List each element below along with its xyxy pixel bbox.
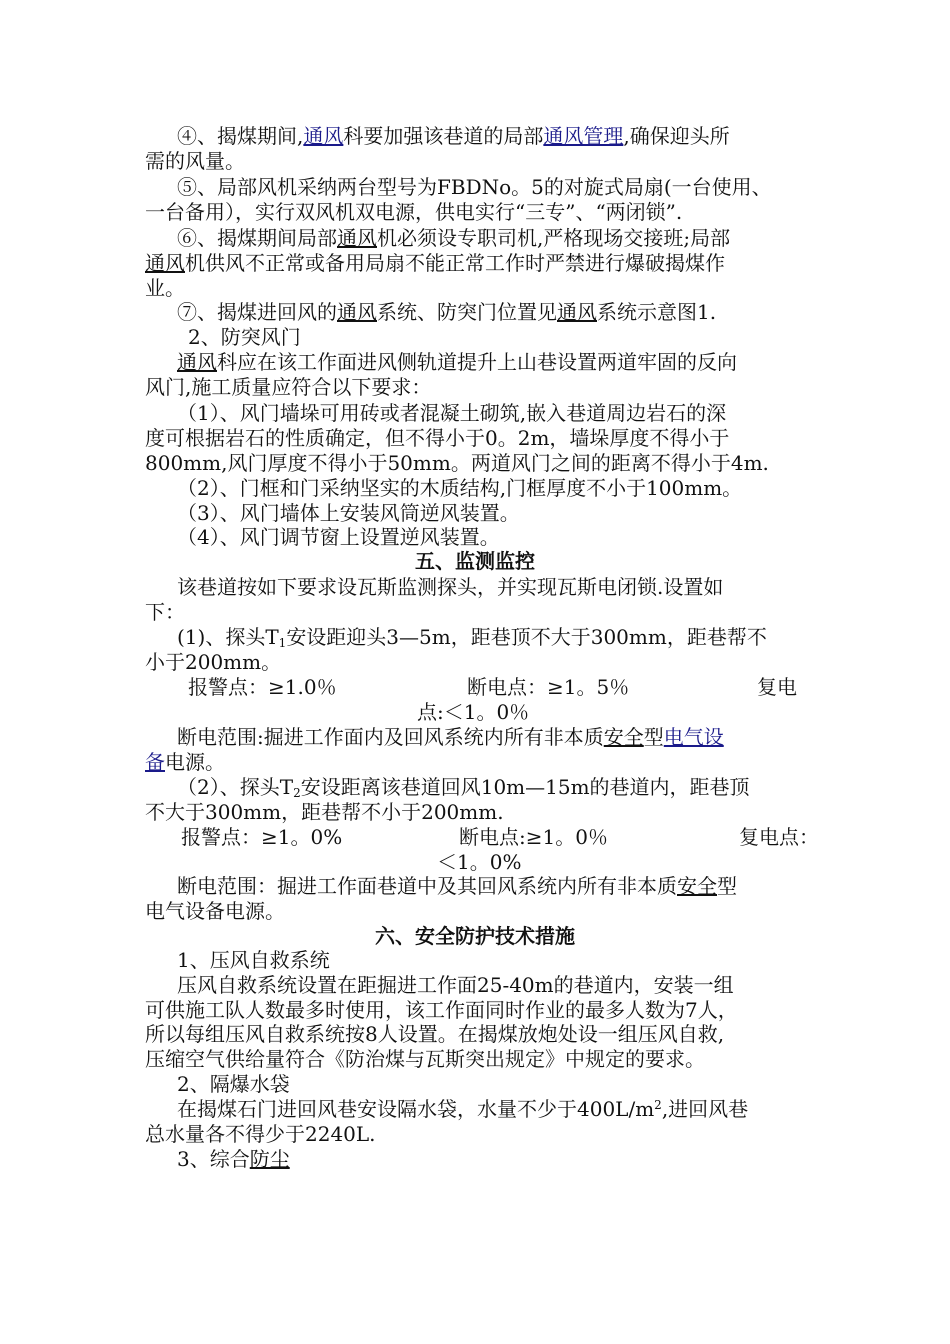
- probe-2-restore-label: 复电点：: [739, 825, 819, 849]
- safety-link[interactable]: 安全: [603, 725, 644, 749]
- paragraph-5-line-2: 一台备用），实行双风机双电源，供电实行“三专”、“两闭锁”.: [145, 200, 683, 224]
- section-2-title: 2、防突风门: [188, 325, 301, 349]
- ventilation-link[interactable]: 通风: [337, 226, 377, 250]
- subsection-3-title: 3、综合防尘: [177, 1147, 290, 1171]
- monitoring-line-2: 下：: [145, 600, 185, 624]
- ventilation-link[interactable]: 通风: [145, 251, 185, 275]
- ventilation-link[interactable]: 通风: [337, 300, 377, 324]
- probe-1-line-2: 小于200mm。: [145, 650, 282, 674]
- subsection-1-line-3: 所以每组压风自救系统按8人设置。在揭煤放炮处设一组压风自救,: [145, 1022, 725, 1046]
- monitoring-line-1: 该巷道按如下要求设瓦斯监测探头，并实现瓦斯电闭锁.设置如: [177, 575, 724, 599]
- cutoff-range-1-line-2: 备电源。: [145, 750, 225, 774]
- requirement-4: （4）、风门调节窗上设置逆风装置。: [177, 525, 500, 549]
- probe-2-alarm-point: 报警点：≥1。0%: [181, 825, 343, 849]
- subsection-1-line-1: 压风自救系统设置在距掘进工作面25-40m的巷道内，安装一组: [177, 973, 734, 997]
- paragraph-6-line-2: 通风机供风不正常或备用局扇不能正常工作时严禁进行爆破揭煤作: [145, 251, 725, 275]
- section-heading-5: 五、监测监控: [415, 549, 535, 573]
- electrical-equipment-link[interactable]: 备: [145, 750, 165, 774]
- dust-prevention-link[interactable]: 防尘: [249, 1147, 290, 1171]
- ventilation-management-link[interactable]: 通风管理: [543, 124, 624, 148]
- subsection-1-line-2: 可供施工队人数最多时使用，该工作面同时作业的最多人数为7人，: [145, 998, 738, 1022]
- probe-1-cutoff-point: 断电点：≥1。5％: [467, 675, 630, 699]
- requirement-2: （2）、门框和门采纳坚实的木质结构,门框厚度不小于100mm。: [177, 476, 743, 500]
- safety-link[interactable]: 安全: [677, 874, 717, 898]
- paragraph-7-line-1: ⑦、揭煤进回风的通风系统、防突门位置见通风系统示意图1.: [177, 300, 717, 324]
- section-2-line-1: 通风科应在该工作面进风侧轨道提升上山巷设置两道牢固的反向: [177, 350, 737, 374]
- subsection-1-title: 1、压风自救系统: [177, 948, 330, 972]
- subsection-1-line-4: 压缩空气供给量符合《防治煤与瓦斯突出规定》中规定的要求。: [145, 1047, 705, 1071]
- requirement-1-line-1: （1）、风门墙垛可用砖或者混凝土砌筑,嵌入巷道周边岩石的深: [177, 401, 727, 425]
- requirement-1-line-2: 度可根据岩石的性质确定，但不得小于0。2m，墙垛厚度不得小于: [145, 426, 730, 450]
- section-heading-6: 六、安全防护技术措施: [375, 924, 575, 948]
- probe-2-restore-point: ＜1。0%: [437, 850, 522, 874]
- probe-1-alarm-point: 报警点：≥1.0％: [188, 675, 337, 699]
- probe-1-restore-label: 复电: [757, 675, 797, 699]
- cutoff-range-1-line-1: 断电范围:掘进工作面内及回风系统内所有非本质安全型电气设: [177, 725, 724, 749]
- subsection-2-line-2: 总水量各不得少于2240L.: [145, 1122, 376, 1146]
- ventilation-link[interactable]: 通风: [557, 300, 597, 324]
- ventilation-link[interactable]: 通风: [177, 350, 217, 374]
- cutoff-range-2-line-2: 电气设备电源。: [145, 899, 285, 923]
- paragraph-4-line-1: ④、揭煤期间,通风科要加强该巷道的局部通风管理,确保迎头所: [177, 124, 730, 148]
- probe-1-line-1: (1)、探头$T_1$安设距迎头3—5m，距巷顶不大于300mm，距巷帮不: [177, 625, 767, 650]
- subsection-2-title: 2、隔爆水袋: [177, 1072, 290, 1096]
- requirement-1-line-3: 800mm,风门厚度不得小于50mm。两道风门之间的距离不得小于4m.: [145, 451, 769, 475]
- paragraph-5-line-1: ⑤、局部风机采纳两台型号为FBDNo。5的对旋式局扇(一台使用、: [177, 175, 772, 199]
- probe-1-restore-point: 点:＜1。0％: [417, 700, 530, 724]
- paragraph-6-line-1: ⑥、揭煤期间局部通风机必须设专职司机,严格现场交接班;局部: [177, 226, 731, 250]
- electrical-equipment-link[interactable]: 电气设: [663, 725, 724, 749]
- probe-2-cutoff-point: 断电点:≥1。0％: [459, 825, 608, 849]
- paragraph-4-line-2: 需的风量。: [145, 149, 245, 173]
- subsection-2-line-1: 在揭煤石门进回风巷安设隔水袋，水量不少于$400L/m^2$,进回风巷: [177, 1097, 749, 1121]
- section-2-line-2: 风门,施工质量应符合以下要求：: [145, 375, 432, 399]
- requirement-3: （3）、风门墙体上安装风筒逆风装置。: [177, 501, 520, 525]
- probe-2-line-1: （2）、探头$T_2$安设距离该巷道回风10m—15m的巷道内，距巷顶: [177, 775, 750, 800]
- paragraph-6-line-3: 业。: [145, 276, 185, 300]
- cutoff-range-2-line-1: 断电范围：掘进工作面巷道中及其回风系统内所有非本质安全型: [177, 874, 737, 898]
- ventilation-link[interactable]: 通风: [303, 124, 344, 148]
- probe-2-line-2: 不大于300mm，距巷帮不小于200mm.: [145, 800, 504, 824]
